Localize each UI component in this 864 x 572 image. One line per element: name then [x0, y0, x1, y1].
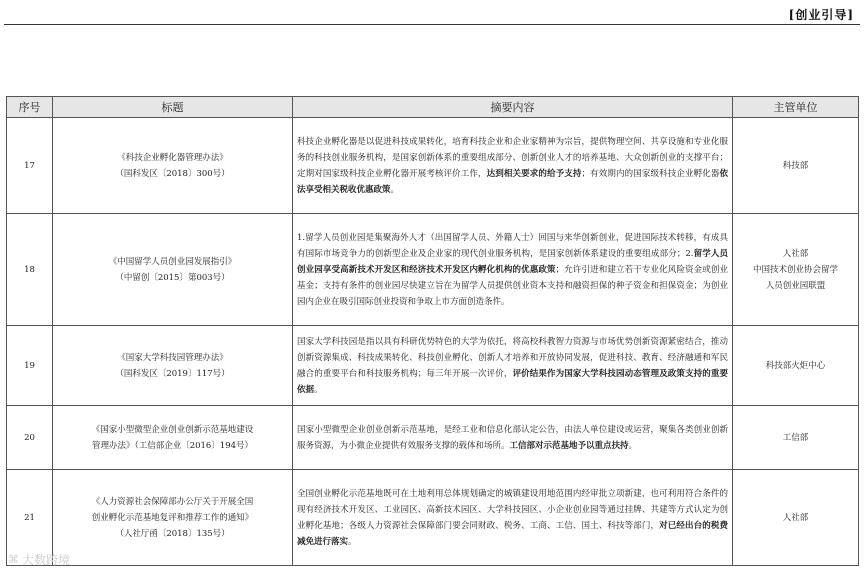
title-line: 《人力资源社会保障部办公厅关于开展全国 [91, 496, 254, 507]
title-line: 管理办法》（工信部企业〔2016〕194号） [91, 440, 254, 451]
row-number: 17 [7, 118, 53, 214]
summary-bold-text: 工信部对示范基地予以重点扶持 [509, 440, 629, 451]
summary-text: 全国创业孵化示范基地既可在土地利用总体规划确定的城镇建设用地范围内经审批立项新建，也可利用符合条件的现有经济技术开发区、工业园区、高新技术园区、大学科技园区、小企业创业园等通过挂牌、共建等方式认定为创业孵化基地；各级人力资源社会保障部门要会同财政、税务、工商、工信、国土、科技等部门， [297, 488, 728, 531]
watermark-text: 大数跨境 [22, 553, 71, 567]
title-line: （国科发区〔2018〕300号） [115, 168, 230, 179]
row-summary [293, 118, 733, 214]
row-department [733, 214, 859, 326]
title-line: （国科发区〔2019〕117号） [115, 368, 230, 379]
department-line: 科技部 [782, 160, 809, 171]
title-line: 《国家大学科技园管理办法》 [117, 352, 228, 363]
summary-bold-text: 对已经出台的税费减免进行落实 [297, 520, 728, 547]
table-row [7, 326, 859, 406]
summary-bold-text: 评价结果作为国家大学科技园动态管理及政策支持的重要依据 [297, 368, 728, 395]
summary-text: 国家大学科技园是指以具有科研优势特色的大学为依托，将高校科教智力资源与市场优势创新资源紧密结合，推动创新资源集成、科技成果转化、科技创业孵化、创新人才培养和开放协同发展，促进科技、教育、经济融通和军民融合的重要平台和科技服务机构；每三年开展一次评价， [297, 336, 728, 379]
row-department [733, 406, 859, 470]
row-title [53, 326, 293, 406]
summary-bold-text: 留学人员创业园享受高新技术开发区和经济技术开发区内孵化机构的优惠政策 [297, 248, 728, 275]
summary-text: 。 [390, 184, 400, 195]
summary-text: 国家小型微型企业创业创新示范基地，是经工业和信息化部认定公告，由法人单位建设或运营，聚集各类创业创新服务资源，为小微企业提供有效服务支撑的载体和场所。 [297, 424, 728, 451]
row-department [733, 326, 859, 406]
row-number: 20 [7, 406, 53, 470]
summary-text: ；允许引进和建立若干专业化风险资金或创业基金；支持有条件的创业园尽快建立旨在为留学人员提供创业资本支持和融资担保的种子资金和担保资金；为创业园内企业在吸引国际创业投资和争取上市方面创造条件。 [297, 264, 728, 307]
title-line: 《中国留学人员创业园发展指引》 [108, 256, 237, 267]
summary-text: 1.留学人员创业园是集聚海外人才（出国留学人员、外籍人士）回国与来华创新创业，促进国际技术转移，有成具有国际市场竞争力的创新型企业及企业家的现代创业服务机构，是国家创新体系建设的重要组成部分；2. [297, 232, 728, 259]
row-summary [293, 470, 733, 566]
title-line: （中留创〔2015〕第003号） [115, 272, 230, 283]
row-title [53, 214, 293, 326]
row-department [733, 118, 859, 214]
row-summary [293, 326, 733, 406]
title-line: 《科技企业孵化器管理办法》 [117, 152, 228, 163]
header-num: 序号 [7, 97, 53, 118]
row-number: 18 [7, 214, 53, 326]
header-rule [4, 24, 860, 25]
header-dept: 主管单位 [733, 97, 859, 118]
table-row [7, 214, 859, 326]
summary-text: 。 [314, 384, 323, 395]
table-header-row [7, 97, 859, 118]
row-department [733, 470, 859, 566]
row-title [53, 406, 293, 470]
section-tag: [创业引导] [788, 8, 854, 22]
summary-text: 。 [628, 440, 638, 451]
row-number: 21 [7, 470, 53, 566]
swirl-icon: ⌘ [8, 553, 19, 566]
table-row [7, 118, 859, 214]
policy-table [6, 96, 859, 566]
title-line: 《国家小型微型企业创业创新示范基地建设 [91, 424, 254, 435]
title-line: （人社厅函〔2018〕135号） [115, 528, 230, 539]
header-summary: 摘要内容 [293, 97, 733, 118]
department-line: 人社部 [782, 248, 809, 259]
row-title [53, 118, 293, 214]
summary-text: 。 [348, 536, 357, 547]
summary-bold-text: 依法享受相关税收优惠政策 [297, 168, 728, 195]
department-line: 工信部 [782, 432, 809, 443]
department-line: 科技部火炬中心 [765, 360, 826, 371]
row-number: 19 [7, 326, 53, 406]
department-line: 人员创业园联盟 [765, 280, 826, 291]
summary-text: 科技企业孵化器是以促进科技成果转化，培育科技企业和企业家精神为宗旨，提供物理空间、共享设施和专业化服务的科技创业服务机构，是国家创新体系的重要组成部分、创新创业人才的培养基地、大众创新创业的支撑平台；定期对国家级科技企业孵化器开展考核评价工作， [297, 136, 728, 179]
row-summary [293, 214, 733, 326]
header-title: 标题 [53, 97, 293, 118]
summary-text: ；有效期内的国家级科技企业孵化器 [581, 168, 720, 179]
department-line: 中国技术创业协会留学 [752, 264, 838, 275]
watermark [8, 551, 70, 568]
row-title [53, 470, 293, 566]
table-row [7, 406, 859, 470]
table-row [7, 470, 859, 566]
department-line: 人社部 [782, 512, 809, 523]
title-line: 创业孵化示范基地复评和推荐工作的通知》 [91, 512, 254, 523]
summary-bold-text: 达到相关要求的给予支持 [486, 168, 582, 179]
row-summary [293, 406, 733, 470]
